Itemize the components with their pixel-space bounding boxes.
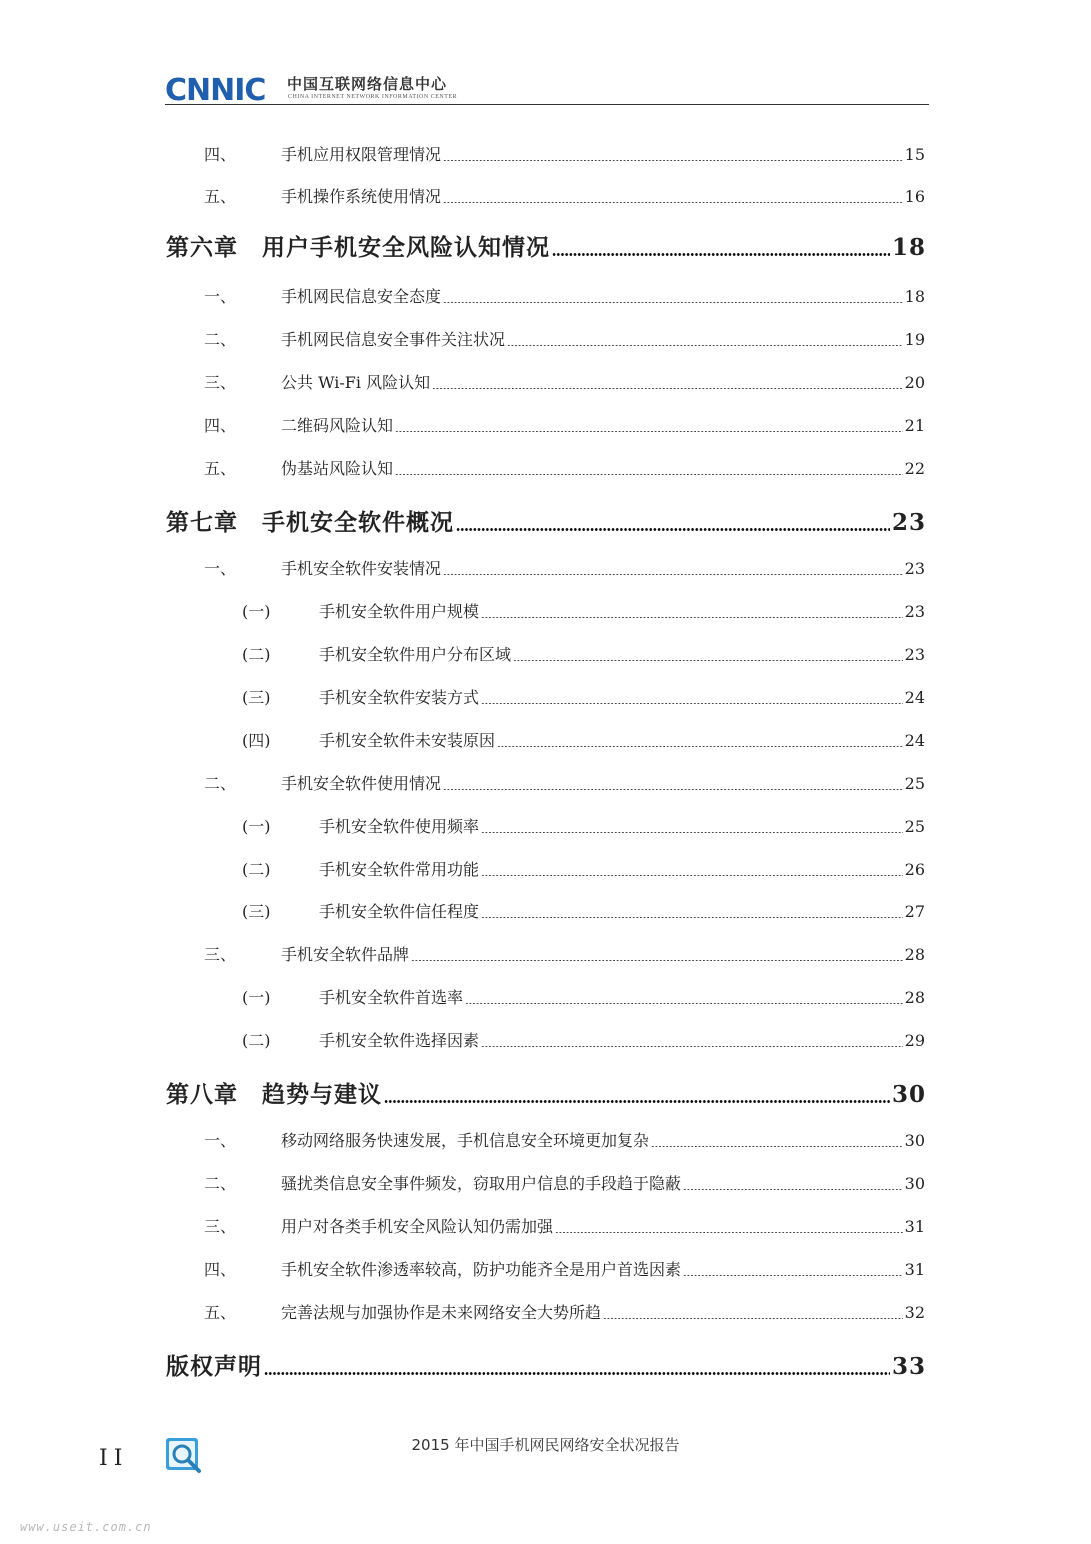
toc-section-entry[interactable] <box>204 1215 925 1237</box>
page-number: II <box>99 1446 129 1471</box>
toc-section-entry[interactable] <box>204 328 925 350</box>
toc-entry-title: 手机应用权限管理情况 <box>281 145 442 164</box>
toc-entry-number: (二) <box>242 645 271 664</box>
toc-entry-title: 版权声明 <box>166 1353 262 1380</box>
toc-entry-number: 第八章 <box>166 1081 238 1108</box>
toc-section-entry[interactable] <box>204 457 925 479</box>
toc-section-entry[interactable] <box>204 772 925 794</box>
toc-entry-page: 15 <box>904 145 925 164</box>
toc-entry-number: 二、 <box>204 1174 237 1193</box>
toc-leader-dots <box>411 960 903 961</box>
toc-chapter-entry[interactable] <box>166 230 926 262</box>
toc-entry-page: 24 <box>904 731 925 750</box>
toc-entry-page: 23 <box>891 509 926 536</box>
toc-entry-number: 三、 <box>204 1217 237 1236</box>
toc-entry-page: 22 <box>904 459 925 478</box>
toc-entry-number: 四、 <box>204 416 237 435</box>
toc-subsection-entry[interactable] <box>242 1029 925 1051</box>
toc-leader-dots <box>513 660 903 661</box>
toc-entry-page: 30 <box>891 1081 926 1108</box>
toc-entry-number: 五、 <box>204 187 237 206</box>
toc-entry-page: 25 <box>904 774 925 793</box>
toc-section-entry[interactable] <box>204 1258 925 1280</box>
toc-entry-title: 趋势与建议 <box>262 1081 382 1108</box>
toc-entry-number: 一、 <box>204 1131 237 1150</box>
toc-entry-title: 手机操作系统使用情况 <box>281 187 442 206</box>
toc-entry-number: (三) <box>242 688 271 707</box>
toc-entry-number: (一) <box>242 817 271 836</box>
toc-entry-title: 手机安全软件信任程度 <box>319 902 480 921</box>
toc-entry-page: 30 <box>904 1174 925 1193</box>
toc-leader-dots <box>395 474 903 475</box>
toc-entry-title: 手机安全软件用户分布区域 <box>319 645 512 664</box>
toc-entry-number: 四、 <box>204 145 237 164</box>
toc-entry-title: 伪基站风险认知 <box>281 459 394 478</box>
toc-entry-page: 33 <box>891 1353 926 1380</box>
toc-entry-page: 23 <box>904 559 925 578</box>
toc-entry-title: 手机网民信息安全态度 <box>281 287 442 306</box>
toc-entry-title: 手机安全软件选择因素 <box>319 1031 480 1050</box>
cnnic-logo: CNNIC <box>165 73 266 108</box>
toc-entry-title: 移动网络服务快速发展，手机信息安全环境更加复杂 <box>281 1131 650 1150</box>
toc-leader-dots <box>481 917 903 918</box>
toc-entry-page: 20 <box>904 373 925 392</box>
toc-entry-title: 手机安全软件安装方式 <box>319 688 480 707</box>
toc-section-entry[interactable] <box>204 185 925 207</box>
toc-entry-title: 手机安全软件安装情况 <box>281 559 442 578</box>
toc-entry-title: 手机安全软件用户规模 <box>319 602 480 621</box>
toc-entry-page: 18 <box>904 287 925 306</box>
toc-entry-number: 第六章 <box>166 234 238 261</box>
toc-entry-number: 一、 <box>204 559 237 578</box>
toc-leader-dots <box>552 253 890 256</box>
toc-entry-page: 28 <box>904 945 925 964</box>
toc-entry-number: (一) <box>242 602 271 621</box>
toc-section-entry[interactable] <box>204 143 925 165</box>
toc-chapter-entry[interactable] <box>166 1349 926 1381</box>
toc-entry-page: 16 <box>904 187 925 206</box>
toc-leader-dots <box>456 528 890 531</box>
toc-entry-page: 23 <box>904 645 925 664</box>
toc-leader-dots <box>481 875 903 876</box>
toc-entry-number: 四、 <box>204 1260 237 1279</box>
toc-entry-page: 24 <box>904 688 925 707</box>
toc-entry-title: 用户手机安全风险认知情况 <box>262 234 550 261</box>
toc-entry-title: 用户对各类手机安全风险认知仍需加强 <box>281 1217 554 1236</box>
toc-subsection-entry[interactable] <box>242 643 925 665</box>
toc-subsection-entry[interactable] <box>242 815 925 837</box>
toc-subsection-entry[interactable] <box>242 686 925 708</box>
toc-leader-dots <box>443 202 903 203</box>
toc-entry-page: 18 <box>891 234 926 261</box>
toc-entry-title: 手机安全软件首选率 <box>319 988 464 1007</box>
toc-leader-dots <box>465 1003 903 1004</box>
toc-chapter-entry[interactable] <box>166 505 926 537</box>
toc-leader-dots <box>432 388 903 389</box>
toc-entry-title: 手机安全软件渗透率较高，防护功能齐全是用户首选因素 <box>281 1260 682 1279</box>
toc-section-entry[interactable] <box>204 371 925 393</box>
toc-entry-number: 第七章 <box>166 509 238 536</box>
toc-entry-number: 三、 <box>204 373 237 392</box>
toc-section-entry[interactable] <box>204 1301 925 1323</box>
toc-subsection-entry[interactable] <box>242 729 925 751</box>
toc-leader-dots <box>443 160 903 161</box>
toc-entry-page: 27 <box>904 902 925 921</box>
toc-entry-number: 三、 <box>204 945 237 964</box>
toc-leader-dots <box>497 746 903 747</box>
watermark: www.useit.com.cn <box>20 1520 152 1534</box>
toc-entry-title: 骚扰类信息安全事件频发，窃取用户信息的手段趋于隐蔽 <box>281 1174 682 1193</box>
toc-entry-page: 31 <box>904 1217 925 1236</box>
toc-entry-page: 30 <box>904 1131 925 1150</box>
toc-entry-title: 二维码风险认知 <box>281 416 394 435</box>
toc-entry-page: 25 <box>904 817 925 836</box>
toc-entry-page: 19 <box>904 330 925 349</box>
toc-section-entry[interactable] <box>204 285 925 307</box>
toc-entry-number: (一) <box>242 988 271 1007</box>
toc-entry-number: 二、 <box>204 774 237 793</box>
toc-leader-dots <box>651 1146 903 1147</box>
toc-entry-number: (二) <box>242 860 271 879</box>
toc-leader-dots <box>481 832 903 833</box>
toc-entry-page: 28 <box>904 988 925 1007</box>
toc-entry-page: 21 <box>904 416 925 435</box>
toc-leader-dots <box>603 1318 903 1319</box>
toc-entry-page: 31 <box>904 1260 925 1279</box>
page-header <box>165 72 929 106</box>
toc-leader-dots <box>555 1232 903 1233</box>
header-divider <box>165 104 929 105</box>
toc-entry-title: 手机安全软件未安装原因 <box>319 731 496 750</box>
toc-leader-dots <box>395 431 903 432</box>
toc-entry-title: 完善法规与加强协作是未来网络安全大势所趋 <box>281 1303 602 1322</box>
toc-entry-number: (二) <box>242 1031 271 1050</box>
toc-entry-number: 一、 <box>204 287 237 306</box>
toc-entry-page: 23 <box>904 602 925 621</box>
toc-subsection-entry[interactable] <box>242 858 925 880</box>
report-title: 2015 年中国手机网民网络安全状况报告 <box>411 1436 680 1454</box>
toc-chapter-entry[interactable] <box>166 1077 926 1109</box>
toc-entry-title: 手机安全软件概况 <box>262 509 454 536</box>
org-name-cn: 中国互联网络信息中心 <box>287 75 448 93</box>
toc-section-entry[interactable] <box>204 1129 925 1151</box>
toc-leader-dots <box>481 703 903 704</box>
toc-entry-number: 五、 <box>204 1303 237 1322</box>
toc-leader-dots <box>683 1275 903 1276</box>
toc-entry-page: 29 <box>904 1031 925 1050</box>
toc-leader-dots <box>481 1046 903 1047</box>
toc-subsection-entry[interactable] <box>242 600 925 622</box>
toc-entry-number: (四) <box>242 731 271 750</box>
toc-leader-dots <box>507 345 903 346</box>
toc-entry-title: 手机安全软件常用功能 <box>319 860 480 879</box>
toc-entry-title: 手机安全软件使用频率 <box>319 817 480 836</box>
toc-leader-dots <box>443 574 903 575</box>
toc-section-entry[interactable] <box>204 557 925 579</box>
toc-leader-dots <box>264 1372 890 1375</box>
org-name-en: CHINA INTERNET NETWORK INFORMATION CENTER <box>288 94 458 100</box>
toc-section-entry[interactable] <box>204 943 925 965</box>
toc-subsection-entry[interactable] <box>242 986 925 1008</box>
toc-leader-dots <box>481 617 903 618</box>
toc-section-entry[interactable] <box>204 414 925 436</box>
toc-leader-dots <box>384 1100 890 1103</box>
toc-entry-number: 五、 <box>204 459 237 478</box>
toc-entry-title: 公共 Wi-Fi 风险认知 <box>281 373 431 392</box>
toc-entry-title: 手机网民信息安全事件关注状况 <box>281 330 506 349</box>
toc-leader-dots <box>683 1189 903 1190</box>
toc-leader-dots <box>443 302 903 303</box>
toc-leader-dots <box>443 789 903 790</box>
toc-entry-number: 二、 <box>204 330 237 349</box>
toc-entry-number: (三) <box>242 902 271 921</box>
toc-entry-page: 26 <box>904 860 925 879</box>
toc-section-entry[interactable] <box>204 1172 925 1194</box>
toc-entry-title: 手机安全软件品牌 <box>281 945 410 964</box>
toc-entry-page: 32 <box>904 1303 925 1322</box>
toc-subsection-entry[interactable] <box>242 900 925 922</box>
toc-entry-title: 手机安全软件使用情况 <box>281 774 442 793</box>
